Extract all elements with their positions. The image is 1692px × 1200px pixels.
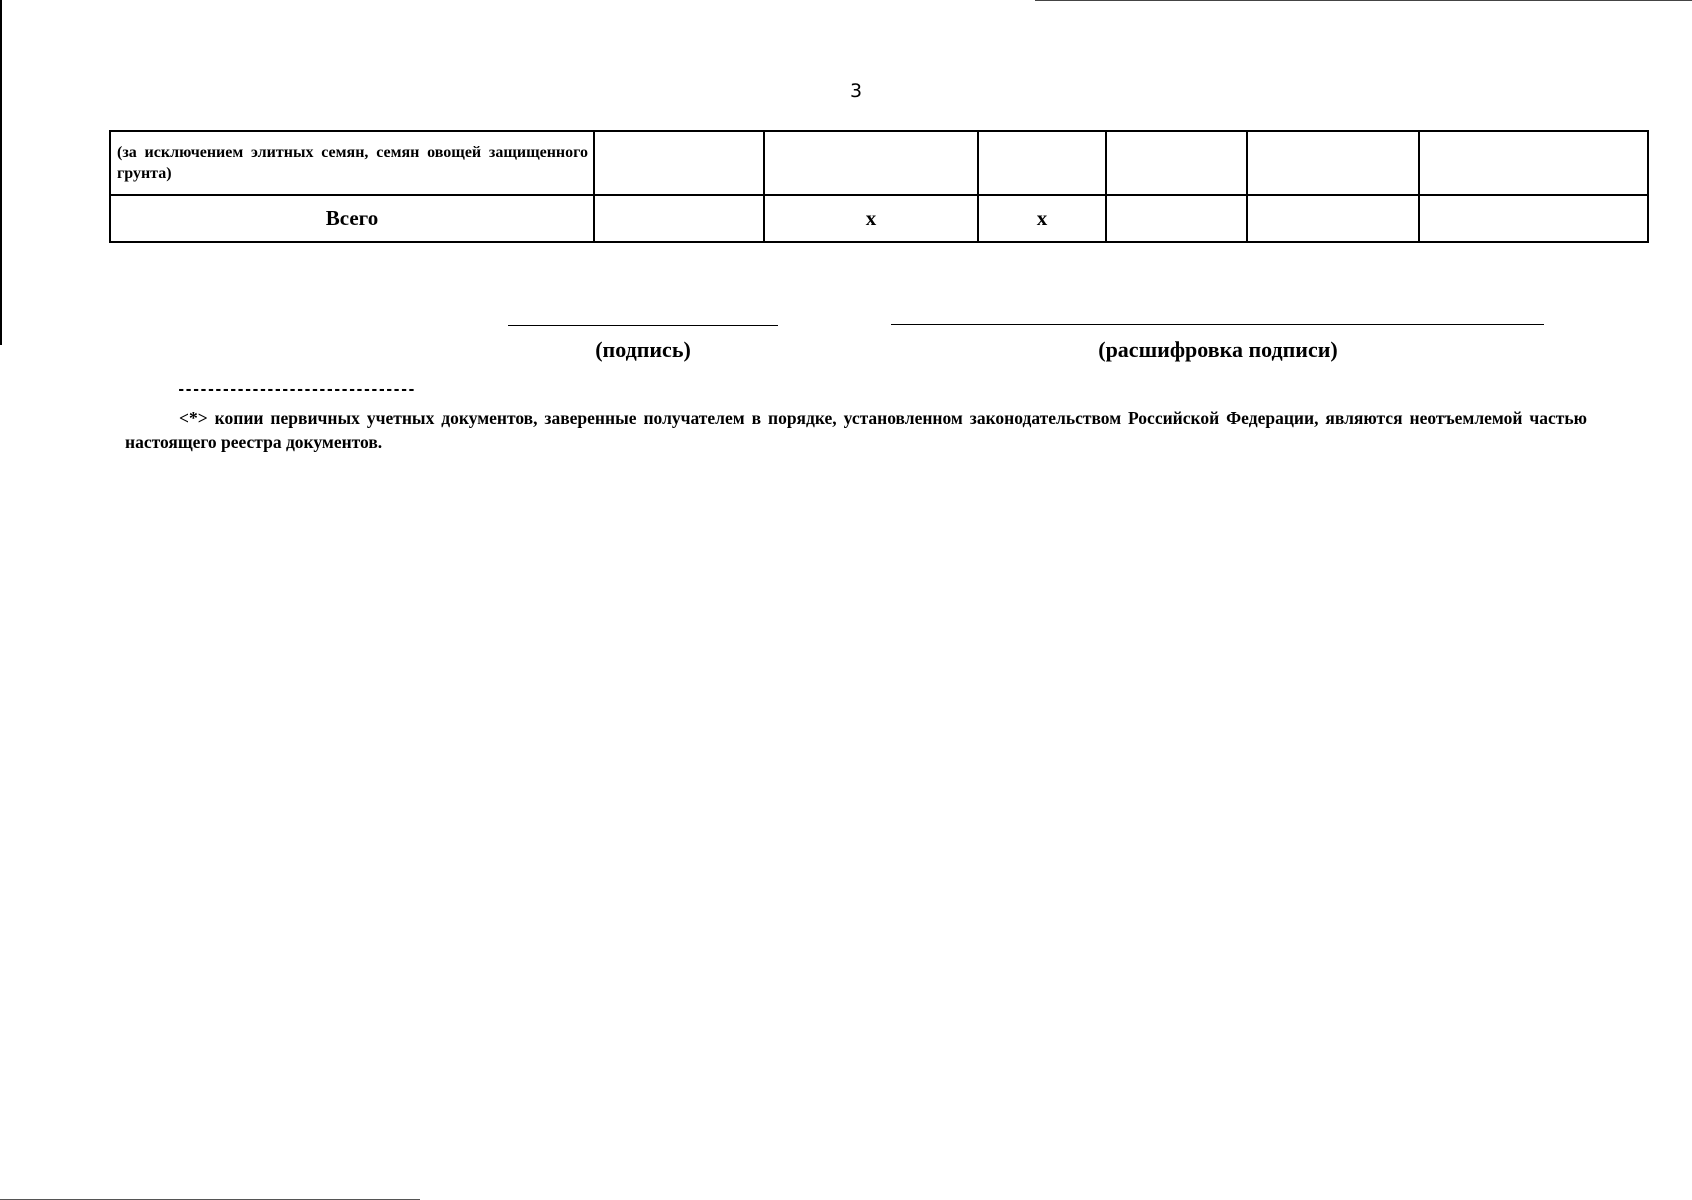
signature-decode-line <box>891 324 1544 325</box>
signature-decode-caption: (расшифровка подписи) <box>1098 337 1338 362</box>
table-cell <box>1419 195 1648 242</box>
table-cell <box>110 195 594 242</box>
scan-top-edge <box>1035 0 1692 1</box>
table-cell <box>594 195 764 242</box>
table-cell <box>1106 131 1247 195</box>
table-cell <box>978 131 1106 195</box>
table-cell <box>764 131 978 195</box>
signature-caption: (подпись) <box>595 337 691 362</box>
table-cell <box>978 195 1106 242</box>
signature-line <box>508 325 778 326</box>
table-cell <box>1419 131 1648 195</box>
table-cell <box>1247 195 1419 242</box>
footnote-separator: -------------------------------- <box>177 382 415 398</box>
scan-left-edge <box>0 0 2 345</box>
page-number: 3 <box>849 80 863 102</box>
continuation-text: (за исключением элитных семян, семян овощей защищенного грунта) <box>117 144 588 182</box>
registry-table <box>109 130 1649 243</box>
table-row-total <box>110 195 1648 242</box>
x-mark: х <box>865 206 877 230</box>
table-cell <box>764 195 978 242</box>
total-label: Всего <box>325 206 379 230</box>
x-mark: х <box>1036 206 1048 230</box>
table-cell <box>1247 131 1419 195</box>
table-cell <box>1106 195 1247 242</box>
table-cell <box>110 131 594 195</box>
table-row <box>110 131 1648 195</box>
footnote-text: <*> копии первичных учетных документов, заверенные получателем в порядке, установленном законодательством Российской Федерации, являются неотъемлемой частью настоящего реестра документов. <box>125 408 1587 452</box>
table-cell <box>594 131 764 195</box>
